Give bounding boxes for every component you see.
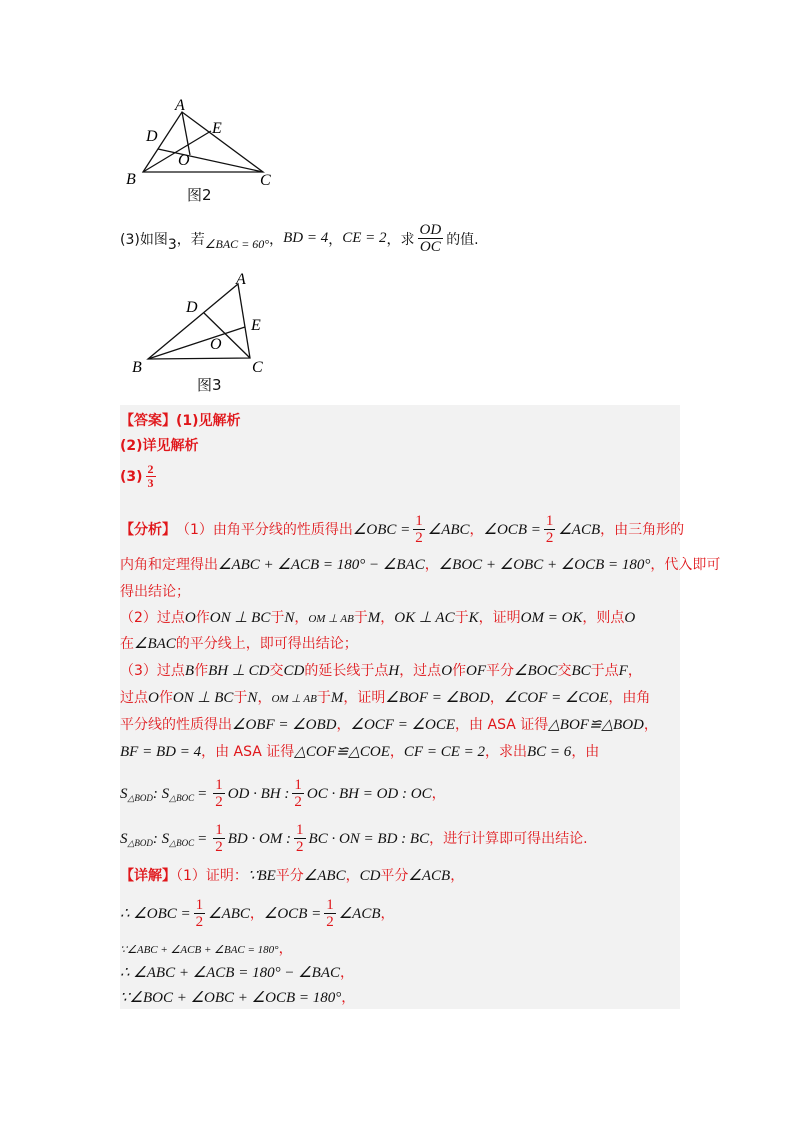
analysis-math: K (468, 610, 479, 626)
detail-text: ， (278, 941, 293, 957)
q3-cond: ，若 (176, 231, 205, 248)
analysis-line-10 (120, 777, 446, 810)
analysis-math: B (184, 663, 195, 679)
label-o: O (178, 152, 190, 169)
analysis-text: （2）过点 (120, 610, 185, 626)
analysis-text: 作 (194, 663, 209, 679)
frac-den: 2 (195, 914, 204, 930)
answer-tag: 【答案】 (120, 413, 176, 429)
q3-frac-den: OC (419, 239, 441, 255)
detail-math: ∵∠BOC + ∠OBC + ∠OCB = 180° (120, 990, 342, 1006)
label-b: B (132, 359, 142, 376)
detail-math: ∵BE (247, 868, 276, 884)
detail-math: CD (359, 868, 381, 884)
analysis-line-2 (120, 555, 720, 575)
analysis-math: ∠OCB = (483, 521, 541, 538)
analysis-line-3 (120, 582, 190, 602)
half-fraction (213, 822, 225, 855)
figure-2-caption: 图2 (187, 186, 212, 204)
analysis-math: ∠OCF = ∠OCE (350, 717, 456, 733)
detail-line-4 (120, 963, 354, 983)
analysis-math: △BOF≌△BOD (548, 717, 644, 733)
detail-math: ∠OCB = (263, 905, 322, 922)
detail-math: ∴ ∠ABC + ∠ACB = 180° − ∠BAC (120, 965, 340, 981)
analysis-text: ， (489, 690, 504, 706)
analysis-text: ， (389, 744, 404, 760)
half-fraction (194, 897, 206, 930)
detail-line-1 (120, 866, 464, 886)
analysis-math: OK ⊥ AC (394, 610, 455, 626)
detail-line-3 (120, 939, 293, 960)
analysis-math: ∠BAC (134, 636, 176, 652)
analysis-text: ，过点 (399, 663, 442, 679)
analysis-math: BC (571, 663, 591, 679)
analysis-math: △BOC (169, 837, 195, 848)
frac-num: 1 (545, 513, 554, 529)
detail-math: ∠ABC (208, 905, 250, 922)
question-3 (120, 222, 479, 255)
frac-den: 2 (294, 794, 302, 810)
analysis-math: OC · BH = OD : OC (306, 785, 432, 802)
frac-num: 1 (215, 777, 223, 793)
analysis-line-11 (120, 822, 588, 855)
analysis-line-6 (120, 661, 642, 681)
q3-ask: ，求 (386, 231, 415, 248)
analysis-math: ∠BOC + ∠OBC + ∠OCB = 180° (438, 557, 651, 573)
frac-num: 1 (326, 897, 334, 913)
label-c: C (260, 172, 271, 189)
analysis-line-4 (120, 608, 635, 629)
answer-3-prefix: (3) (120, 468, 143, 485)
analysis-math: OM ⊥ AB (308, 613, 354, 625)
analysis-text: 于 (353, 610, 368, 626)
solution-panel (120, 405, 721, 1009)
analysis-text: ， (336, 717, 351, 733)
analysis-line-5 (120, 634, 358, 654)
analysis-math: OM = OK (520, 610, 583, 626)
analysis-math: O (441, 663, 453, 679)
analysis-text: 交 (557, 663, 572, 679)
analysis-math: OD · BH : (227, 785, 290, 802)
analysis-text: ，证明 (343, 690, 386, 706)
frac-num: 1 (296, 822, 304, 838)
frac-num: 1 (215, 822, 223, 838)
analysis-text: ， (424, 557, 439, 573)
q3-sep: ， (269, 231, 284, 248)
frac-den: 2 (545, 530, 554, 546)
analysis-math: S (120, 785, 128, 802)
analysis-line-9 (120, 742, 599, 762)
analysis-math: S (120, 830, 128, 847)
analysis-math: ON ⊥ BC (172, 690, 234, 706)
analysis-text: ， (469, 521, 484, 538)
detail-text: 平分 (380, 868, 409, 884)
analysis-line-8 (120, 715, 658, 735)
figure-2-diagram (120, 95, 290, 190)
label-d: D (186, 299, 198, 316)
analysis-text: 的延长线于点 (304, 663, 389, 679)
detail-text: ， (341, 990, 356, 1006)
figure-2 (120, 95, 290, 190)
answer-2: (2)详见解析 (120, 438, 199, 454)
analysis-math: △BOD (127, 837, 153, 848)
analysis-text: ， (431, 785, 446, 802)
analysis-line-7 (120, 688, 650, 709)
analysis-math: OM ⊥ AB (271, 693, 317, 705)
analysis-math: O (624, 610, 636, 626)
analysis-text: 平分线的性质得出 (120, 717, 232, 733)
q3-ce: CE = 2 (342, 230, 387, 246)
analysis-text: 于点 (590, 663, 619, 679)
frac-den: 2 (215, 839, 223, 855)
q3-sep: ， (328, 231, 343, 248)
analysis-line-1 (120, 513, 684, 546)
frac-den: 2 (326, 914, 334, 930)
analysis-math: CD (283, 663, 305, 679)
analysis-math: BD · OM : (227, 830, 292, 847)
analysis-math: ∠OBF = ∠OBD (232, 717, 337, 733)
frac-den: 2 (296, 839, 304, 855)
answer-line-1 (120, 411, 241, 431)
figure-3-caption: 图3 (197, 376, 222, 394)
analysis-text: 过点 (120, 690, 148, 706)
analysis-math: : S (152, 830, 170, 847)
label-o: O (210, 336, 222, 353)
analysis-text: ，证明 (478, 610, 521, 626)
analysis-text: ，进行计算即可得出结论. (429, 830, 588, 847)
analysis-text: 交 (269, 663, 284, 679)
analysis-text: 作 (158, 690, 173, 706)
analysis-math: OF (466, 663, 487, 679)
analysis-text: 得出结论； (120, 584, 190, 600)
half-fraction (294, 822, 306, 855)
half-fraction (324, 897, 336, 930)
answer-1: (1)见解析 (176, 413, 241, 429)
q3-frac-num: OD (419, 222, 442, 238)
analysis-math: △BOC (169, 792, 195, 803)
analysis-math: = (197, 785, 208, 802)
analysis-math: O (184, 610, 196, 626)
analysis-text: ，由 (571, 744, 600, 760)
analysis-text: ，求出 (485, 744, 528, 760)
analysis-math: BF = BD = 4 (120, 744, 202, 760)
label-e: E (251, 317, 261, 334)
analysis-math: BC · ON = BD : BC (308, 830, 430, 847)
detail-text: ， (249, 905, 264, 922)
analysis-math: N (284, 610, 295, 626)
analysis-text: 作 (452, 663, 467, 679)
answer-3-num: 2 (147, 462, 154, 476)
half-fraction (213, 777, 225, 810)
detail-text: ， (340, 965, 354, 981)
q3-fig-num: 3 (167, 236, 177, 253)
frac-den: 2 (415, 530, 423, 546)
analysis-math: ∠COF = ∠COE (503, 690, 609, 706)
analysis-text: 于 (316, 690, 331, 706)
answer-3-fraction (146, 463, 156, 490)
detail-text: ， (380, 905, 395, 922)
analysis-text: ， (643, 717, 658, 733)
figure-3 (128, 270, 278, 378)
analysis-math: M (367, 610, 381, 626)
analysis-text: 内角和定理得出 (120, 557, 218, 573)
analysis-text: ， (380, 610, 395, 626)
detail-math: ∵∠ABC + ∠ACB + ∠BAC = 180° (120, 944, 279, 956)
analysis-math: ON ⊥ BC (209, 610, 271, 626)
answer-line-2 (120, 436, 199, 456)
analysis-text: ，由角 (608, 690, 651, 706)
detail-text: ， (450, 868, 465, 884)
analysis-math: △COF≌△COE (294, 744, 390, 760)
analysis-text: 的平分线上，即可得出结论； (175, 636, 358, 652)
figure-3-diagram (128, 270, 278, 378)
analysis-text: ，由三角形的 (600, 521, 685, 538)
analysis-text: 于 (233, 690, 248, 706)
half-fraction (544, 513, 556, 546)
analysis-text: 在 (120, 636, 134, 652)
half-fraction (292, 777, 304, 810)
frac-num: 1 (195, 897, 204, 913)
analysis-math: CF = CE = 2 (403, 744, 486, 760)
analysis-math: M (330, 690, 344, 706)
analysis-text: （3）过点 (120, 663, 185, 679)
q3-prefix: (3)如图 (120, 231, 168, 248)
detail-math: ∠ABC (303, 868, 346, 884)
analysis-text: 于 (454, 610, 469, 626)
analysis-math: BC = 6 (527, 744, 572, 760)
analysis-math: O (148, 690, 159, 706)
analysis-text: ， (257, 690, 272, 706)
detail-math: ∠ACB (408, 868, 451, 884)
analysis-math: ∠ABC (427, 521, 470, 538)
detail-math: ∴ ∠OBC = (120, 905, 191, 922)
q3-fraction (418, 222, 444, 255)
analysis-math: ∠ABC + ∠ACB = 180° − ∠BAC (218, 557, 425, 573)
analysis-math: BH ⊥ CD (208, 663, 270, 679)
analysis-text: ， (294, 610, 309, 626)
frac-num: 1 (415, 513, 423, 529)
analysis-math: H (388, 663, 400, 679)
detail-math: ∠ACB (338, 905, 381, 922)
label-d: D (146, 128, 158, 145)
answer-3-den: 3 (147, 476, 154, 490)
analysis-math: ∠BOC (514, 663, 558, 679)
q3-angle: ∠BAC = 60° (204, 237, 270, 251)
detail-tag: 【详解】 (120, 868, 176, 884)
detail-text: 平分 (275, 868, 304, 884)
answer-line-3 (120, 463, 159, 490)
analysis-text: ，由 ASA 证得 (201, 744, 295, 760)
label-c: C (252, 359, 263, 376)
analysis-text: ，代入即可 (650, 557, 721, 573)
analysis-text: ， (627, 663, 642, 679)
label-a: A (175, 97, 185, 114)
analysis-text: ，则点 (582, 610, 625, 626)
q3-bd: BD = 4 (283, 230, 329, 246)
detail-line-5 (120, 988, 355, 1008)
analysis-math: N (247, 690, 258, 706)
analysis-math: = (197, 830, 208, 847)
label-a: A (236, 271, 246, 288)
analysis-tag: 【分析】 (120, 521, 176, 538)
detail-text: ， (345, 868, 360, 884)
frac-num: 1 (294, 777, 302, 793)
q3-tail: 的值. (446, 231, 479, 248)
frac-den: 2 (215, 794, 223, 810)
analysis-math: ∠BOF = ∠BOD (385, 690, 490, 706)
analysis-text: 平分 (486, 663, 515, 679)
analysis-math: ∠ACB (558, 521, 601, 538)
analysis-text: ，由 ASA 证得 (455, 717, 549, 733)
detail-text: （1）证明： (176, 868, 248, 884)
label-e: E (212, 120, 222, 137)
analysis-text: 于 (270, 610, 285, 626)
label-b: B (126, 171, 136, 188)
analysis-math: △BOD (127, 792, 153, 803)
half-fraction (413, 513, 425, 546)
detail-line-2 (120, 897, 395, 930)
analysis-text: （1）由角平分线的性质得出 (176, 521, 353, 538)
analysis-math: F (618, 663, 628, 679)
analysis-text: 作 (195, 610, 210, 626)
analysis-math: ∠OBC = (352, 521, 411, 538)
analysis-math: : S (152, 785, 170, 802)
